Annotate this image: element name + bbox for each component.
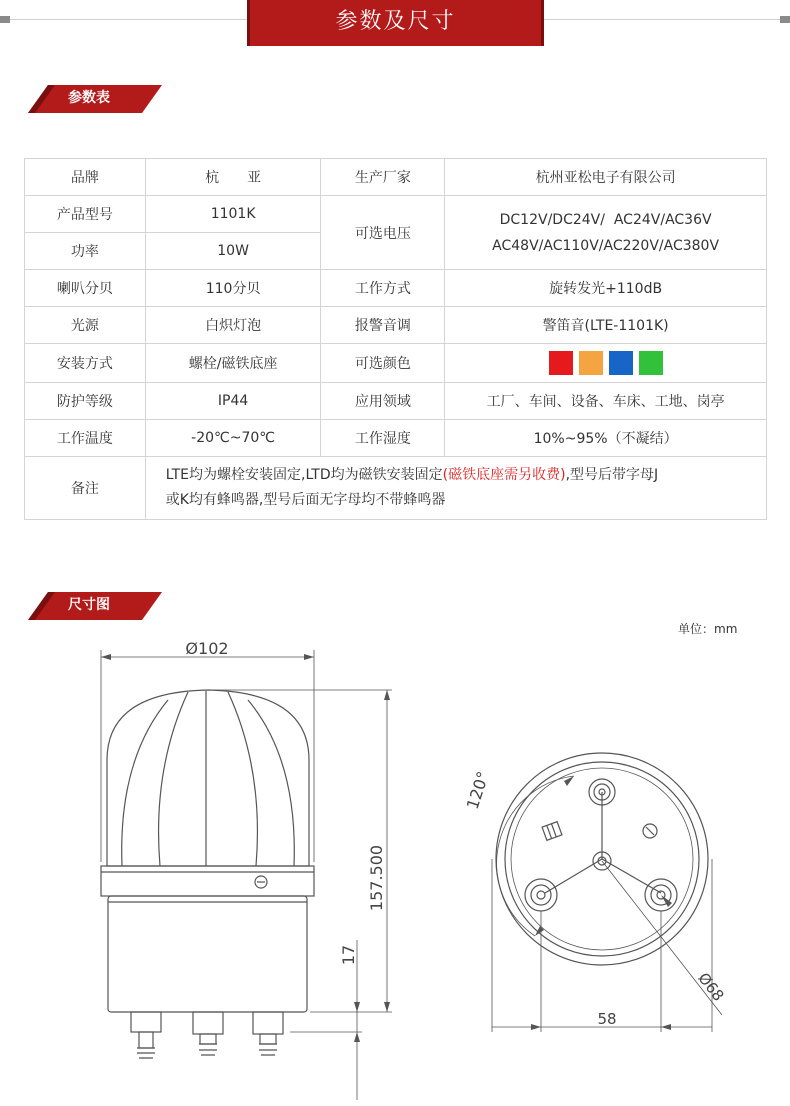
cell-mount-label: 安装方式: [25, 344, 146, 383]
table-row: [25, 420, 767, 457]
table-row: [25, 307, 767, 344]
table-row: [25, 159, 767, 196]
voltage-line-1: DC12V/DC24V/ AC24V/AC36V: [499, 211, 712, 228]
table-row: [25, 196, 767, 233]
cell-humid-value: 10%~95%（不凝结）: [445, 420, 767, 457]
base-dim-label: 17: [339, 944, 358, 966]
cell-alarm-label: 报警音调: [321, 307, 445, 344]
note-line-2: 或K均有蜂鸣器,型号后面无字母均不带蜂鸣器: [165, 492, 446, 508]
cell-horn-label: 喇叭分贝: [25, 270, 146, 307]
cell-mode-label: 工作方式: [321, 270, 445, 307]
cell-brand-label: 品牌: [25, 159, 146, 196]
voltage-line-2: AC48V/AC110V/AC220V/AC380V: [492, 237, 720, 254]
cell-temp-value: -20℃~70℃: [145, 420, 321, 457]
cell-voltage-label: 可选电压: [321, 196, 445, 270]
cell-voltage-value: [445, 196, 767, 270]
cell-color-swatches: [445, 344, 767, 383]
cell-field-value: 工厂、车间、设备、车床、工地、岗亭: [445, 383, 767, 420]
cell-maker-label: 生产厂家: [321, 159, 445, 196]
dimension-drawing: [0, 600, 790, 1106]
lamp-base: [108, 896, 307, 1012]
color-swatch-orange: [579, 351, 603, 375]
lamp-dome-outline: [107, 690, 309, 866]
table-row: [25, 344, 767, 383]
cell-ip-value: IP44: [145, 383, 321, 420]
table-row: [25, 383, 767, 420]
page-title: 参数及尺寸: [335, 9, 456, 34]
terminal-left: [131, 1012, 161, 1058]
note-line-1: [166, 463, 766, 488]
dome-rib: [228, 692, 257, 866]
section-title-dims: 尺寸图: [68, 597, 110, 613]
cell-brand-value: 杭 亚: [145, 159, 321, 196]
cell-light-value: 白炽灯泡: [145, 307, 321, 344]
lamp-collar: [101, 866, 314, 896]
circle-dim-label: Ø68: [694, 969, 728, 1005]
cell-maker-value: 杭州亚松电子有限公司: [445, 159, 767, 196]
cell-power-value: 10W: [145, 233, 321, 270]
color-swatch-green: [639, 351, 663, 375]
note-text-highlight: (磁铁底座需另收费): [442, 467, 566, 483]
height-dim-label: 157.500: [367, 844, 386, 912]
note-text-2: ,型号后带字母J: [565, 467, 659, 483]
unit-label: 单位：mm: [678, 622, 738, 636]
cell-model-value: 1101K: [145, 196, 321, 233]
cell-humid-label: 工作湿度: [321, 420, 445, 457]
section-title-params: 参数表: [68, 90, 110, 106]
width-dim-label: Ø102: [185, 639, 229, 658]
cell-note-value: [145, 457, 766, 520]
note-text-1: LTE均为螺栓安装固定,LTD均为磁铁安装固定: [165, 467, 443, 483]
spacing-dim-label: 58: [597, 1010, 617, 1028]
params-table: [24, 158, 767, 520]
header-rule-right-end: [780, 16, 790, 23]
cell-note-label: 备注: [25, 457, 146, 520]
cell-color-label: 可选颜色: [321, 344, 445, 383]
terminal-middle: [193, 1012, 223, 1055]
header-banner: [247, 0, 544, 46]
cell-field-label: 应用领域: [321, 383, 445, 420]
cell-alarm-value: 警笛音(LTE-1101K): [445, 307, 767, 344]
dome-rib: [122, 700, 168, 866]
cell-horn-value: 110分贝: [145, 270, 321, 307]
cell-power-label: 功率: [25, 233, 146, 270]
cell-mode-value: 旋转发光+110dB: [445, 270, 767, 307]
cell-temp-label: 工作温度: [25, 420, 146, 457]
section-tag-params: [28, 85, 162, 113]
dome-rib: [159, 692, 188, 866]
cell-ip-label: 防护等级: [25, 383, 146, 420]
angle-dim-label: 120°: [462, 769, 493, 812]
angle-dim-arc: [497, 776, 574, 936]
cell-mount-value: 螺栓/磁铁底座: [145, 344, 321, 383]
table-row: [25, 457, 767, 520]
cell-light-label: 光源: [25, 307, 146, 344]
color-swatch-blue: [609, 351, 633, 375]
color-swatch-red: [549, 351, 573, 375]
terminal-right: [253, 1012, 283, 1055]
header-rule-left-end: [0, 16, 10, 23]
label-plate: [542, 822, 562, 841]
table-row: [25, 270, 767, 307]
dome-rib: [248, 700, 294, 866]
terminal-bottom-left: [525, 879, 557, 911]
cell-model-label: 产品型号: [25, 196, 146, 233]
